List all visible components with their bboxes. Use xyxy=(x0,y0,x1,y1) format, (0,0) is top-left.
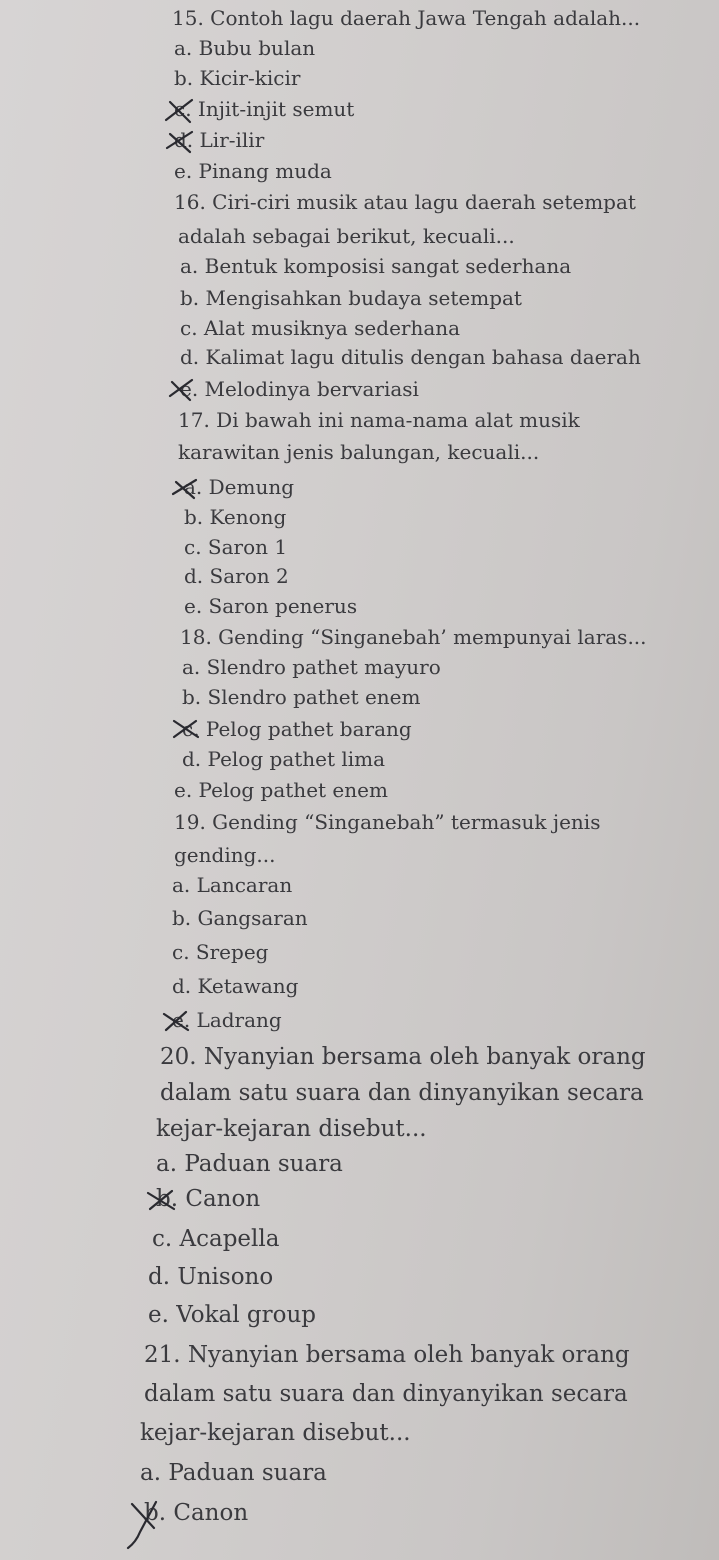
q20-option-c: c. Acapella xyxy=(152,1226,280,1252)
q16-option-b: b. Mengisahkan budaya setempat xyxy=(180,286,522,310)
question-19-line-2: gending... xyxy=(174,843,276,867)
q20-option-d: d. Unisono xyxy=(148,1264,274,1290)
question-20-line-1: 20. Nyanyian bersama oleh banyak orang xyxy=(160,1044,646,1070)
q18-option-b: b. Slendro pathet enem xyxy=(182,685,421,709)
q17-option-c: c. Saron 1 xyxy=(184,535,288,559)
q17-option-e: e. Saron penerus xyxy=(184,594,358,618)
q19-option-e: e. Ladrang xyxy=(172,1008,282,1032)
q16-option-e: e. Melodinya bervariasi xyxy=(180,377,419,401)
q15-option-e: e. Pinang muda xyxy=(174,159,332,183)
q20-option-e: e. Vokal group xyxy=(148,1302,316,1328)
question-21-line-3: kejar-kejaran disebut... xyxy=(140,1420,411,1446)
q18-option-c: c. Pelog pathet barang xyxy=(182,717,412,741)
question-17-line-2: karawitan jenis balungan, kecuali... xyxy=(178,440,540,464)
question-21-line-2: dalam satu suara dan dinyanyikan secara xyxy=(144,1381,628,1407)
q17-option-b: b. Kenong xyxy=(184,505,287,529)
q15-option-c: c. Injit-injit semut xyxy=(174,97,355,121)
question-18: 18. Gending “Singanebah’ mempunyai laras... xyxy=(180,625,647,649)
question-21-line-1: 21. Nyanyian bersama oleh banyak orang xyxy=(144,1342,630,1368)
question-19-line-1: 19. Gending “Singanebah” termasuk jenis xyxy=(174,810,601,834)
q21-option-b: b. Canon xyxy=(144,1500,249,1526)
q16-option-d: d. Kalimat lagu ditulis dengan bahasa daerah xyxy=(180,345,641,369)
q18-option-a: a. Slendro pathet mayuro xyxy=(182,655,441,679)
question-20-line-3: kejar-kejaran disebut... xyxy=(156,1116,427,1142)
q17-option-a: a. Demung xyxy=(184,475,295,499)
q20-option-b: b. Canon xyxy=(156,1186,261,1212)
q18-option-d: d. Pelog pathet lima xyxy=(182,747,386,771)
q16-option-c: c. Alat musiknya sederhana xyxy=(180,316,461,340)
q17-option-d: d. Saron 2 xyxy=(184,564,289,588)
q21-option-a: a. Paduan suara xyxy=(140,1460,327,1486)
question-17-line-1: 17. Di bawah ini nama-nama alat musik xyxy=(178,408,580,432)
question-16-line-2: adalah sebagai berikut, kecuali... xyxy=(178,224,515,248)
q15-option-d: d. Lir-ilir xyxy=(174,128,265,152)
q19-option-b: b. Gangsaran xyxy=(172,906,308,930)
q19-option-a: a. Lancaran xyxy=(172,873,293,897)
q20-option-a: a. Paduan suara xyxy=(156,1151,343,1177)
question-20-line-2: dalam satu suara dan dinyanyikan secara xyxy=(160,1080,644,1106)
question-16-line-1: 16. Ciri-ciri musik atau lagu daerah setempat xyxy=(174,190,636,214)
question-15: 15. Contoh lagu daerah Jawa Tengah adalah... xyxy=(172,6,641,30)
q15-option-a: a. Bubu bulan xyxy=(174,36,316,60)
q15-option-b: b. Kicir-kicir xyxy=(174,66,301,90)
q16-option-a: a. Bentuk komposisi sangat sederhana xyxy=(180,254,572,278)
q19-option-c: c. Srepeg xyxy=(172,940,269,964)
q19-option-d: d. Ketawang xyxy=(172,974,299,998)
q18-option-e: e. Pelog pathet enem xyxy=(174,778,388,802)
